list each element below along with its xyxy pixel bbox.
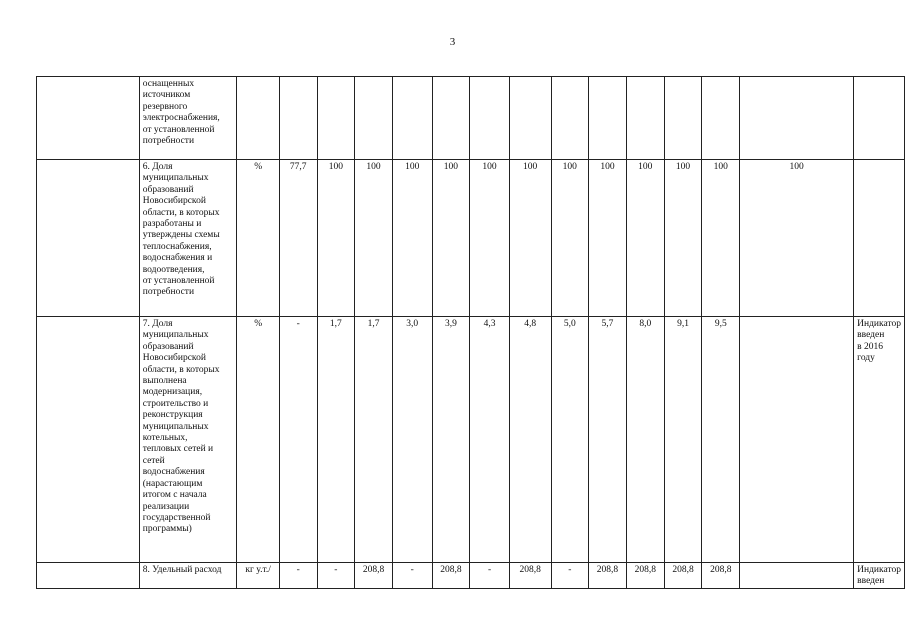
value-cell <box>740 317 854 563</box>
table-row <box>37 160 905 317</box>
value-cell: 100 <box>626 160 664 317</box>
value-cell: 208,8 <box>626 563 664 589</box>
value-cell: 208,8 <box>702 563 740 589</box>
value-cell <box>740 563 854 589</box>
goal-cell <box>37 317 140 563</box>
indicator-name-cell: 7. Доля муниципальных образований Новосибирской области, в которых выполнена модернизация, строительство и реконструкция муниципальных котельных, тепловых сетей и сетей водоснабжения (нарастающим итогом с начала реализации государственной программы) <box>139 317 237 563</box>
note-cell: Индикатор введен в 2016 году <box>854 317 905 563</box>
note-cell: Индикатор введен <box>854 563 905 589</box>
value-cell: 100 <box>740 160 854 317</box>
value-cell <box>355 77 393 160</box>
value-cell <box>551 77 589 160</box>
value-cell: - <box>317 563 355 589</box>
indicator-name-cell: оснащенных источником резервного электроснабжения, от установленной потребности <box>139 77 237 160</box>
value-cell <box>702 77 740 160</box>
unit-cell: % <box>237 160 280 317</box>
value-cell: - <box>392 563 432 589</box>
value-cell: 77,7 <box>279 160 317 317</box>
table-row <box>37 317 905 563</box>
value-cell <box>279 77 317 160</box>
value-cell: 3,9 <box>432 317 470 563</box>
value-cell <box>470 77 510 160</box>
note-cell <box>854 77 905 160</box>
unit-cell <box>237 77 280 160</box>
value-cell: 100 <box>317 160 355 317</box>
value-cell: 100 <box>551 160 589 317</box>
indicator-name-cell: 8. Удельный расход <box>139 563 237 589</box>
value-cell: 208,8 <box>432 563 470 589</box>
value-cell: - <box>551 563 589 589</box>
goal-cell <box>37 160 140 317</box>
value-cell: 1,7 <box>317 317 355 563</box>
value-cell: - <box>279 563 317 589</box>
goal-cell <box>37 563 140 589</box>
unit-cell: % <box>237 317 280 563</box>
value-cell: 4,8 <box>509 317 551 563</box>
value-cell: 100 <box>702 160 740 317</box>
value-cell: 100 <box>355 160 393 317</box>
value-cell: 100 <box>664 160 702 317</box>
value-cell <box>509 77 551 160</box>
value-cell: - <box>470 563 510 589</box>
value-cell <box>392 77 432 160</box>
value-cell <box>740 77 854 160</box>
indicator-table <box>36 76 905 589</box>
table-row <box>37 563 905 589</box>
value-cell <box>626 77 664 160</box>
page-number: 3 <box>449 36 456 48</box>
value-cell: 100 <box>432 160 470 317</box>
value-cell <box>589 77 627 160</box>
unit-cell: кг у.т./ <box>237 563 280 589</box>
value-cell <box>664 77 702 160</box>
value-cell: 208,8 <box>589 563 627 589</box>
value-cell: 9,1 <box>664 317 702 563</box>
value-cell: 100 <box>589 160 627 317</box>
indicator-name-cell: 6. Доля муниципальных образований Новосибирской области, в которых разработаны и утверждены схемы теплоснабжения, водоснабжения и водоотведения, от установленной потребности <box>139 160 237 317</box>
value-cell: 5,0 <box>551 317 589 563</box>
value-cell: 208,8 <box>509 563 551 589</box>
goal-cell <box>37 77 140 160</box>
value-cell <box>317 77 355 160</box>
value-cell: 3,0 <box>392 317 432 563</box>
value-cell: 9,5 <box>702 317 740 563</box>
value-cell: 100 <box>509 160 551 317</box>
value-cell: 208,8 <box>664 563 702 589</box>
table-row <box>37 77 905 160</box>
value-cell: 8,0 <box>626 317 664 563</box>
value-cell: 5,7 <box>589 317 627 563</box>
value-cell: 100 <box>392 160 432 317</box>
value-cell: 100 <box>470 160 510 317</box>
value-cell: - <box>279 317 317 563</box>
value-cell: 1,7 <box>355 317 393 563</box>
value-cell: 208,8 <box>355 563 393 589</box>
value-cell: 4,3 <box>470 317 510 563</box>
value-cell <box>432 77 470 160</box>
note-cell <box>854 160 905 317</box>
